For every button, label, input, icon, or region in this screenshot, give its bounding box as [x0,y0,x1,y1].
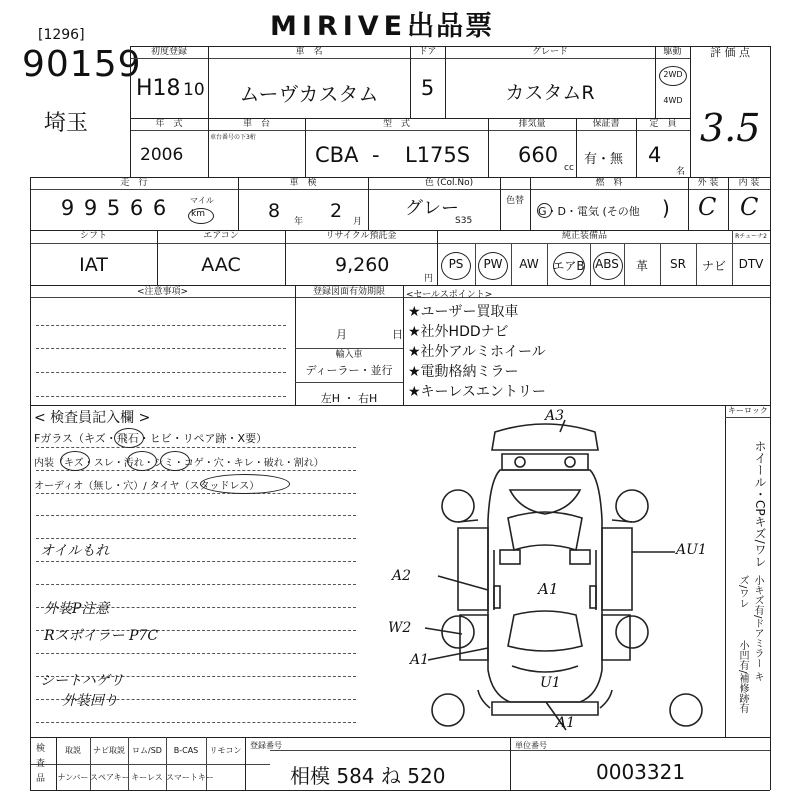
fuel-value: G・D・電気 (その他 [538,205,640,218]
label-model-year: 年 式 [155,119,183,129]
check-item: リモコン [209,746,242,755]
recycle-fee: 9,260 [335,254,390,276]
equip-item: ABS [595,257,619,271]
side-note-repair: 小凹有/補修跡有 [737,640,748,714]
inspection-month: 2 [330,200,343,222]
car-name: ムーヴカスタム [239,82,379,106]
diagram-mark: U1 [540,675,561,691]
import-handle: 左H ・ 右H [320,392,378,405]
sales-points-list [408,302,546,402]
inspector-line-audio: オーディオ（無し・穴）/ タイヤ（スタッドレス） [34,481,260,492]
inspector-line-glass: Fガラス（キズ・飛石・ヒビ・リペア跡・X要） [34,432,268,445]
label-equipment: 純正装備品 [561,231,607,241]
tire-circle [200,474,290,494]
form-title-suffix: 出品票 [407,11,495,42]
region: 埼玉 [44,111,89,136]
label-displacement: 排気量 [518,119,546,129]
interior-grade: C [740,193,759,221]
diagram-mark: W2 [388,620,412,636]
label-door: ドア [418,47,437,57]
label-key-lock: キーロック [728,406,768,415]
deadline-day: 日 [392,328,403,341]
equip-item: PW [483,257,503,271]
label-registry: Rチェーナ2 [735,233,767,240]
sales-point: ★社外HDDナビ [408,324,509,340]
sales-point: ★ユーザー買取車 [408,304,519,320]
equip-item: 革 [635,259,648,273]
inspector-line-interior: 内装（キズ・スレ・汚れ・シミ・コゲ・穴・キレ・破れ・割れ） [34,458,324,469]
diagram-mark: A1 [410,652,430,668]
label-unit-no: 単位番号 [515,741,547,750]
diagram-mark: A1 [556,715,576,731]
model-type: L175S [405,143,471,167]
handwritten-note: オイルもれ [40,543,110,559]
grade: カスタムR [505,82,595,104]
diagram-mark: A2 [392,568,412,584]
handwritten-note: 外装回り [62,693,118,709]
label-capacity: 定 員 [649,119,677,129]
label-color: 色 (Col.No) [424,178,474,188]
handwritten-note: シートハゲリ [40,673,124,689]
displacement-unit: cc [564,163,574,173]
label-warranty: 保証書 [592,119,620,129]
label-model-type: 型 式 [382,119,410,129]
check-item: 取説 [65,746,81,755]
label-import-car: 輸入車 [335,350,363,360]
label-interior: 内 装 [738,178,760,188]
interior-circle-2 [127,451,157,471]
warranty-value: 有・無 [584,152,624,167]
mileage-digit: 6 [152,196,167,220]
doors: 5 [420,76,435,100]
label-inspection: 車 検 [289,178,317,188]
check-item: ナンバー [57,773,89,782]
mileage-digit: 6 [129,196,144,220]
label-grade: グレード [531,47,568,57]
lot-bracket: [1296] [38,27,85,43]
first-reg-era: H18 [136,76,181,101]
check-item: スペアキー [90,773,130,782]
diagram-mark: A1 [538,580,559,598]
label-exterior: 外 装 [697,178,719,188]
shift: IAT [79,254,108,276]
label-check-items: 検査品 [36,744,46,784]
ac: AAC [201,254,241,276]
lot-number: 90159 [22,44,142,85]
color-code: S35 [455,216,473,226]
diagram-mark: AU1 [676,542,707,558]
label-color-change: 色替 [505,196,524,206]
drive-2wd: 2WD [663,70,683,79]
label-recycle: リサイクル預託金 [325,231,397,241]
mileage-digits [56,196,171,220]
displacement: 660 [518,143,559,167]
check-item: B-CAS [173,746,199,755]
inspection-year: 8 [268,200,281,222]
label-shift: シフト [79,231,107,241]
deadline-month: 月 [336,328,347,341]
handwritten-note: 外装P注意 [44,601,110,617]
label-sales-points: <セールスポイント> [406,290,493,300]
label-reg-deadline: 登録図面有効期限 [312,287,385,297]
inspection-year-unit: 年 [294,217,304,227]
sales-point: ★社外アルミホイール [408,344,546,360]
sales-point: ★キーレスエントリー [408,384,546,400]
fuel-close-paren: ) [662,196,670,220]
first-reg-month: 10 [183,80,205,100]
check-item: キーレス [131,773,163,782]
model-year: 2006 [140,145,184,165]
sales-point: ★電動格納ミラー [408,364,519,380]
check-item: スマートキー [166,773,214,782]
side-note-wheel: ホイール・CPキズ/ワレ [753,440,767,568]
label-ac: エアコン [203,231,239,241]
equip-item: SR [670,257,686,271]
diagram-mark: A3 [545,408,565,424]
plate-number: 相模 584 ね 520 [290,764,446,788]
label-inspector-notes: < 検査員記入欄 > [34,410,151,426]
label-plate: 登録番号 [250,741,282,750]
equip-item: AW [519,257,539,271]
mileage-digit: 5 [106,196,121,220]
equip-item: ナビ [701,259,726,273]
model-type-prefix: CBA [315,143,359,167]
equip-item: PS [448,257,464,271]
capacity-unit: 名 [676,167,686,177]
rating-score: 3.5 [700,106,761,150]
mileage-unit-km: km [191,209,205,219]
recycle-unit: 円 [424,274,434,284]
check-item: ロム/SD [132,746,162,755]
glass-circle [114,428,144,448]
inspection-month-unit: 月 [353,217,363,227]
handwritten-note: Rスポイラー P7C [44,628,159,644]
check-item: ナビ取説 [93,746,125,755]
mileage-digit: 9 [60,196,75,220]
label-fuel: 燃 料 [595,178,623,188]
color-name: グレー [405,198,459,219]
interior-circle-1 [60,451,90,471]
mileage-unit-mile: マイル [190,196,214,205]
form-title [270,4,494,43]
drive-4wd: 4WD [663,96,683,105]
equip-item: DTV [738,257,764,271]
label-drive: 駆動 [663,47,682,57]
model-type-dash: - [372,143,380,167]
capacity: 4 [648,143,662,167]
unit-number: 0003321 [596,760,686,784]
label-chassis: 車 台 [242,119,270,129]
brand-name: MIRIVE [270,11,408,42]
chassis-note: 車台番号の下3桁 [210,134,256,141]
label-first-reg: 初度登録 [150,47,187,57]
exterior-grade: C [698,193,717,221]
import-dealer: ディーラー・並行 [305,364,393,377]
label-mileage: 走 行 [120,178,148,188]
label-rating: 評 価 点 [710,46,750,59]
side-note-mirror: 小キズ有/ドアミラー キズ/ワレ [737,575,763,682]
equip-item: エアB [552,259,585,273]
mileage-digit: 9 [83,196,98,220]
interior-circle-3 [160,451,190,471]
label-car-name: 車 名 [295,47,323,57]
label-notes: <注意事項> [136,287,189,297]
